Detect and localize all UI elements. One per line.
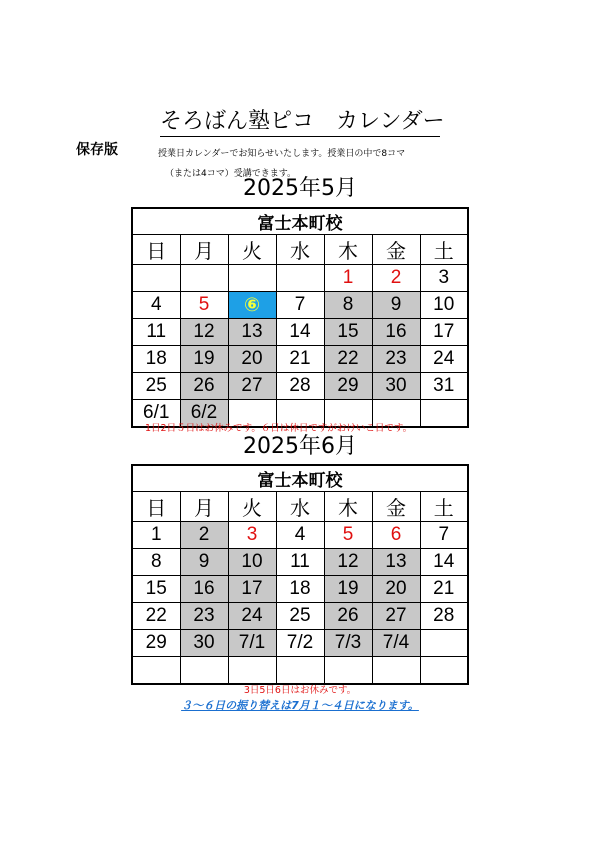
day-cell: 1 [132, 522, 180, 549]
day-cell: 7 [420, 522, 468, 549]
week-row [132, 603, 468, 630]
day-cell: 6/1 [132, 400, 180, 428]
intro-line-2: （または4コマ）受講できます。 [165, 169, 297, 179]
weekday-header: 月 [180, 235, 228, 265]
week-row [132, 346, 468, 373]
day-cell: 26 [180, 373, 228, 400]
day-cell: 8 [132, 549, 180, 576]
day-cell: 7/3 [324, 630, 372, 657]
day-cell: 12 [324, 549, 372, 576]
empty-day-cell [324, 657, 372, 685]
empty-day-cell [180, 265, 228, 292]
day-cell: 12 [180, 319, 228, 346]
day-cell: 15 [132, 576, 180, 603]
day-cell: 21 [420, 576, 468, 603]
june-month-title: 2025年6月 [243, 434, 357, 459]
empty-day-cell [132, 265, 180, 292]
day-cell: 20 [372, 576, 420, 603]
day-cell: 5 [324, 522, 372, 549]
day-cell: 25 [132, 373, 180, 400]
weekday-header: 土 [420, 492, 468, 522]
day-cell: 13 [372, 549, 420, 576]
day-cell: 16 [372, 319, 420, 346]
campus-name: 富士本町校 [132, 465, 468, 492]
day-cell: 7/1 [228, 630, 276, 657]
weekday-header: 水 [276, 235, 324, 265]
day-cell: 10 [228, 549, 276, 576]
weekday-header: 日 [132, 235, 180, 265]
day-cell: 28 [276, 373, 324, 400]
weekday-header: 木 [324, 235, 372, 265]
day-cell: 23 [372, 346, 420, 373]
week-row [132, 657, 468, 685]
day-cell: 18 [132, 346, 180, 373]
empty-day-cell [180, 657, 228, 685]
day-cell: 25 [276, 603, 324, 630]
empty-day-cell [276, 657, 324, 685]
day-cell: 3 [228, 522, 276, 549]
weekday-header: 火 [228, 235, 276, 265]
week-row [132, 522, 468, 549]
weekday-header: 月 [180, 492, 228, 522]
empty-day-cell [420, 657, 468, 685]
day-cell: 27 [228, 373, 276, 400]
day-cell: 4 [276, 522, 324, 549]
day-cell: 7/4 [372, 630, 420, 657]
campus-name: 富士本町校 [132, 208, 468, 235]
day-cell: 2 [180, 522, 228, 549]
week-row [132, 319, 468, 346]
day-cell: 2 [372, 265, 420, 292]
day-cell: 5 [180, 292, 228, 319]
day-cell: 16 [180, 576, 228, 603]
day-cell: 21 [276, 346, 324, 373]
weekday-header: 木 [324, 492, 372, 522]
day-cell: 7 [276, 292, 324, 319]
day-cell: 1 [324, 265, 372, 292]
june-makeup-note: ３～６日の振り替えは7月１～４日になります。 [181, 699, 419, 712]
may-calendar [131, 207, 469, 428]
day-cell: 6 [372, 522, 420, 549]
day-cell: 24 [420, 346, 468, 373]
day-cell: 17 [420, 319, 468, 346]
week-row [132, 576, 468, 603]
day-cell: 31 [420, 373, 468, 400]
day-cell: 29 [324, 373, 372, 400]
empty-day-cell [132, 657, 180, 685]
empty-day-cell [420, 630, 468, 657]
empty-day-cell [228, 657, 276, 685]
week-row [132, 292, 468, 319]
day-cell: 22 [132, 603, 180, 630]
day-cell: 17 [228, 576, 276, 603]
weekday-header: 日 [132, 492, 180, 522]
empty-day-cell [228, 265, 276, 292]
day-cell: 3 [420, 265, 468, 292]
day-cell: 20 [228, 346, 276, 373]
day-cell: 14 [276, 319, 324, 346]
edition-label: 保存版 [76, 142, 118, 158]
weekday-header: 土 [420, 235, 468, 265]
weekday-header: 金 [372, 235, 420, 265]
day-cell: 19 [324, 576, 372, 603]
day-cell: 26 [324, 603, 372, 630]
week-row [132, 265, 468, 292]
day-cell: 18 [276, 576, 324, 603]
day-cell: ⑥ [228, 292, 276, 319]
may-month-title: 2025年5月 [243, 176, 357, 201]
day-cell: 19 [180, 346, 228, 373]
june-holiday-note: 3日5日6日はお休みです。 [243, 685, 357, 696]
day-cell: 11 [132, 319, 180, 346]
week-row [132, 373, 468, 400]
day-cell: 30 [372, 373, 420, 400]
day-cell: 29 [132, 630, 180, 657]
day-cell: 15 [324, 319, 372, 346]
weekday-header: 水 [276, 492, 324, 522]
day-cell: 27 [372, 603, 420, 630]
june-calendar [131, 464, 469, 685]
day-cell: 14 [420, 549, 468, 576]
empty-day-cell [276, 265, 324, 292]
week-row [132, 630, 468, 657]
day-cell: 13 [228, 319, 276, 346]
page-title: そろばん塾ピコ カレンダー [160, 108, 440, 137]
day-cell: 24 [228, 603, 276, 630]
week-row [132, 549, 468, 576]
day-cell: 9 [180, 549, 228, 576]
empty-day-cell [372, 657, 420, 685]
day-cell: 23 [180, 603, 228, 630]
day-cell: 22 [324, 346, 372, 373]
weekday-header: 金 [372, 492, 420, 522]
day-cell: 4 [132, 292, 180, 319]
day-cell: 7/2 [276, 630, 324, 657]
day-cell: 30 [180, 630, 228, 657]
day-cell: 6/2 [180, 400, 228, 428]
day-cell: 10 [420, 292, 468, 319]
day-cell: 28 [420, 603, 468, 630]
day-cell: 11 [276, 549, 324, 576]
may-holiday-note: 1日2日５日はお休みです。６日は休日ですがおけいこ日です。 [145, 423, 413, 434]
day-cell: 9 [372, 292, 420, 319]
weekday-header: 火 [228, 492, 276, 522]
intro-line-1: 授業日カレンダーでお知らせいたします。授業日の中で8コマ [158, 149, 406, 159]
day-cell: 8 [324, 292, 372, 319]
